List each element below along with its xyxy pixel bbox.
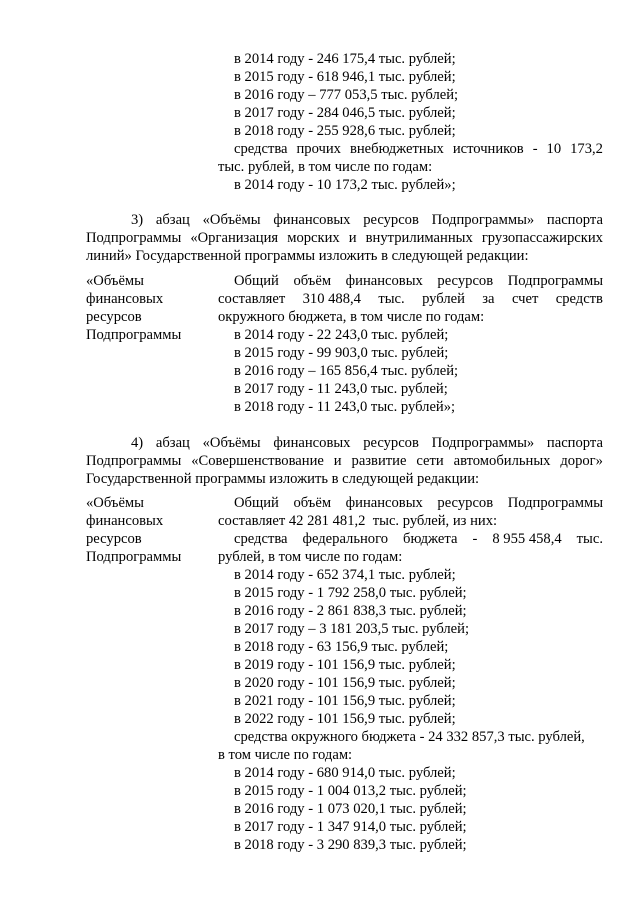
word: «Объёмы (202, 212, 261, 228)
word: за (482, 291, 495, 307)
word: Подпрограммы (86, 453, 182, 469)
word: тыс. (576, 531, 603, 547)
word: сети (416, 453, 444, 469)
word: бюджета (403, 531, 458, 547)
year-line: в 2014 году - 652 374,1 тыс. рублей; (234, 567, 456, 583)
word: ресурсов (437, 495, 494, 511)
word: прочих (296, 141, 341, 157)
item4-label: ресурсов (86, 531, 142, 547)
word: источников (452, 141, 524, 157)
item3-label: Подпрограммы (86, 327, 182, 343)
word: 310 488,4 (302, 291, 361, 307)
year-line: в 2016 году - 1 073 020,1 тыс. рублей; (234, 801, 467, 817)
word: 173,2 (570, 141, 603, 157)
word: «Организация (190, 230, 279, 246)
year-line: в 2018 году - 3 290 839,3 тыс. рублей; (234, 837, 467, 853)
year-line: в 2014 году - 22 243,0 тыс. рублей; (234, 327, 449, 343)
item3-desc-line-1 (234, 272, 603, 290)
word: внебюджетных (349, 141, 444, 157)
item4-heading-line-2 (86, 452, 603, 470)
year-line: в 2021 году - 101 156,9 тыс. рублей; (234, 693, 456, 709)
word: средства (234, 531, 288, 547)
item4-heading-line-3: Государственной программы изложить в следующей редакции: (86, 471, 480, 487)
word: развитие (351, 453, 407, 469)
word: абзац (155, 212, 190, 228)
year-line: в 2015 году - 1 792 258,0 тыс. рублей; (234, 585, 467, 601)
word: паспорта (546, 435, 603, 451)
item4-okrug-line-2: в том числе по годам: (218, 747, 353, 763)
word: морских (287, 230, 340, 246)
word: и (348, 230, 357, 246)
word: финансовых (345, 495, 423, 511)
item3-heading-line-3: линий» Государственной программы изложить в следующей редакции: (86, 248, 529, 264)
word: объём (293, 273, 332, 289)
year-line: в 2020 году - 101 156,9 тыс. рублей; (234, 675, 456, 691)
word: Подпрограммы (507, 273, 603, 289)
word: Подпрограммы» (431, 212, 535, 228)
year-line: в 2014 году - 10 173,2 тыс. рублей»; (234, 177, 456, 193)
word: - (472, 531, 478, 547)
word: составляет (218, 291, 286, 307)
year-line: в 2017 году - 284 046,5 тыс. рублей; (234, 105, 456, 121)
word: ресурсов (363, 212, 419, 228)
item3-desc-line-2 (218, 290, 603, 308)
word: Подпрограммы» (431, 435, 535, 451)
word: финансовых (345, 273, 423, 289)
word: 10 (546, 141, 562, 157)
item4-label: Подпрограммы (86, 549, 182, 565)
item3-label: ресурсов (86, 309, 142, 325)
item4-desc-line-2: составляет 42 281 481,2 тыс. рублей, из них: (218, 513, 498, 529)
year-line: в 2018 году - 63 156,9 тыс. рублей; (234, 639, 449, 655)
year-line: в 2014 году - 680 914,0 тыс. рублей; (234, 765, 456, 781)
year-line: в 2022 году - 101 156,9 тыс. рублей; (234, 711, 456, 727)
word: внутрилиманных (365, 230, 473, 246)
year-line: в 2018 году - 11 243,0 тыс. рублей»; (234, 399, 456, 415)
word: паспорта (546, 212, 603, 228)
year-line: в 2016 году – 777 053,5 тыс. рублей; (234, 87, 459, 103)
item4-heading-line-1 (131, 434, 603, 452)
item3-heading-line-1 (131, 211, 603, 229)
word: 3) (131, 212, 144, 228)
word: Общий (234, 495, 279, 511)
other-sources-line (234, 140, 603, 158)
word: Общий (234, 273, 279, 289)
word: и (333, 453, 342, 469)
word: Подпрограммы (507, 495, 603, 511)
word: ресурсов (363, 435, 419, 451)
item3-desc-line-3: окружного бюджета, в том числе по годам: (218, 309, 485, 325)
item4-label: финансовых (86, 513, 164, 529)
word: рублей (422, 291, 465, 307)
item3-heading-line-2 (86, 229, 603, 247)
other-sources-line-2: тыс. рублей, в том числе по годам: (218, 159, 433, 175)
word: финансовых (273, 435, 351, 451)
word: абзац (155, 435, 190, 451)
word: «Объёмы (202, 435, 261, 451)
year-line: в 2014 году - 246 175,4 тыс. рублей; (234, 51, 456, 67)
year-line: в 2015 году - 99 903,0 тыс. рублей; (234, 345, 449, 361)
word: грузопассажирских (481, 230, 603, 246)
word: 8 955 458,4 (492, 531, 562, 547)
item4-federal-line (234, 530, 603, 548)
item4-okrug-line: средства окружного бюджета - 24 332 857,3 тыс. рублей, (234, 729, 585, 745)
word: средств (555, 291, 603, 307)
year-line: в 2016 году – 165 856,4 тыс. рублей; (234, 363, 459, 379)
year-line: в 2017 году – 3 181 203,5 тыс. рублей; (234, 621, 470, 637)
word: «Совершенствование (191, 453, 324, 469)
year-line: в 2016 году - 2 861 838,3 тыс. рублей; (234, 603, 467, 619)
word: автомобильных (453, 453, 551, 469)
word: ресурсов (437, 273, 494, 289)
word: финансовых (273, 212, 351, 228)
word: тыс. (378, 291, 405, 307)
year-line: в 2015 году - 1 004 013,2 тыс. рублей; (234, 783, 467, 799)
word: Подпрограммы (86, 230, 182, 246)
item4-label: «Объёмы (86, 495, 144, 511)
year-line: в 2018 году - 255 928,6 тыс. рублей; (234, 123, 456, 139)
year-line: в 2017 году - 1 347 914,0 тыс. рублей; (234, 819, 467, 835)
item4-desc-line-1 (234, 494, 603, 512)
word: федерального (302, 531, 389, 547)
year-line: в 2017 году - 11 243,0 тыс. рублей; (234, 381, 448, 397)
year-line: в 2019 году - 101 156,9 тыс. рублей; (234, 657, 456, 673)
word: дорог» (560, 453, 603, 469)
word: - (532, 141, 538, 157)
item3-label: финансовых (86, 291, 164, 307)
word: средства (234, 141, 288, 157)
item3-label: «Объёмы (86, 273, 144, 289)
word: объём (293, 495, 332, 511)
word: счет (511, 291, 539, 307)
year-line: в 2015 году - 618 946,1 тыс. рублей; (234, 69, 456, 85)
word: 4) (131, 435, 144, 451)
item4-federal-line-2: рублей, в том числе по годам: (218, 549, 403, 565)
